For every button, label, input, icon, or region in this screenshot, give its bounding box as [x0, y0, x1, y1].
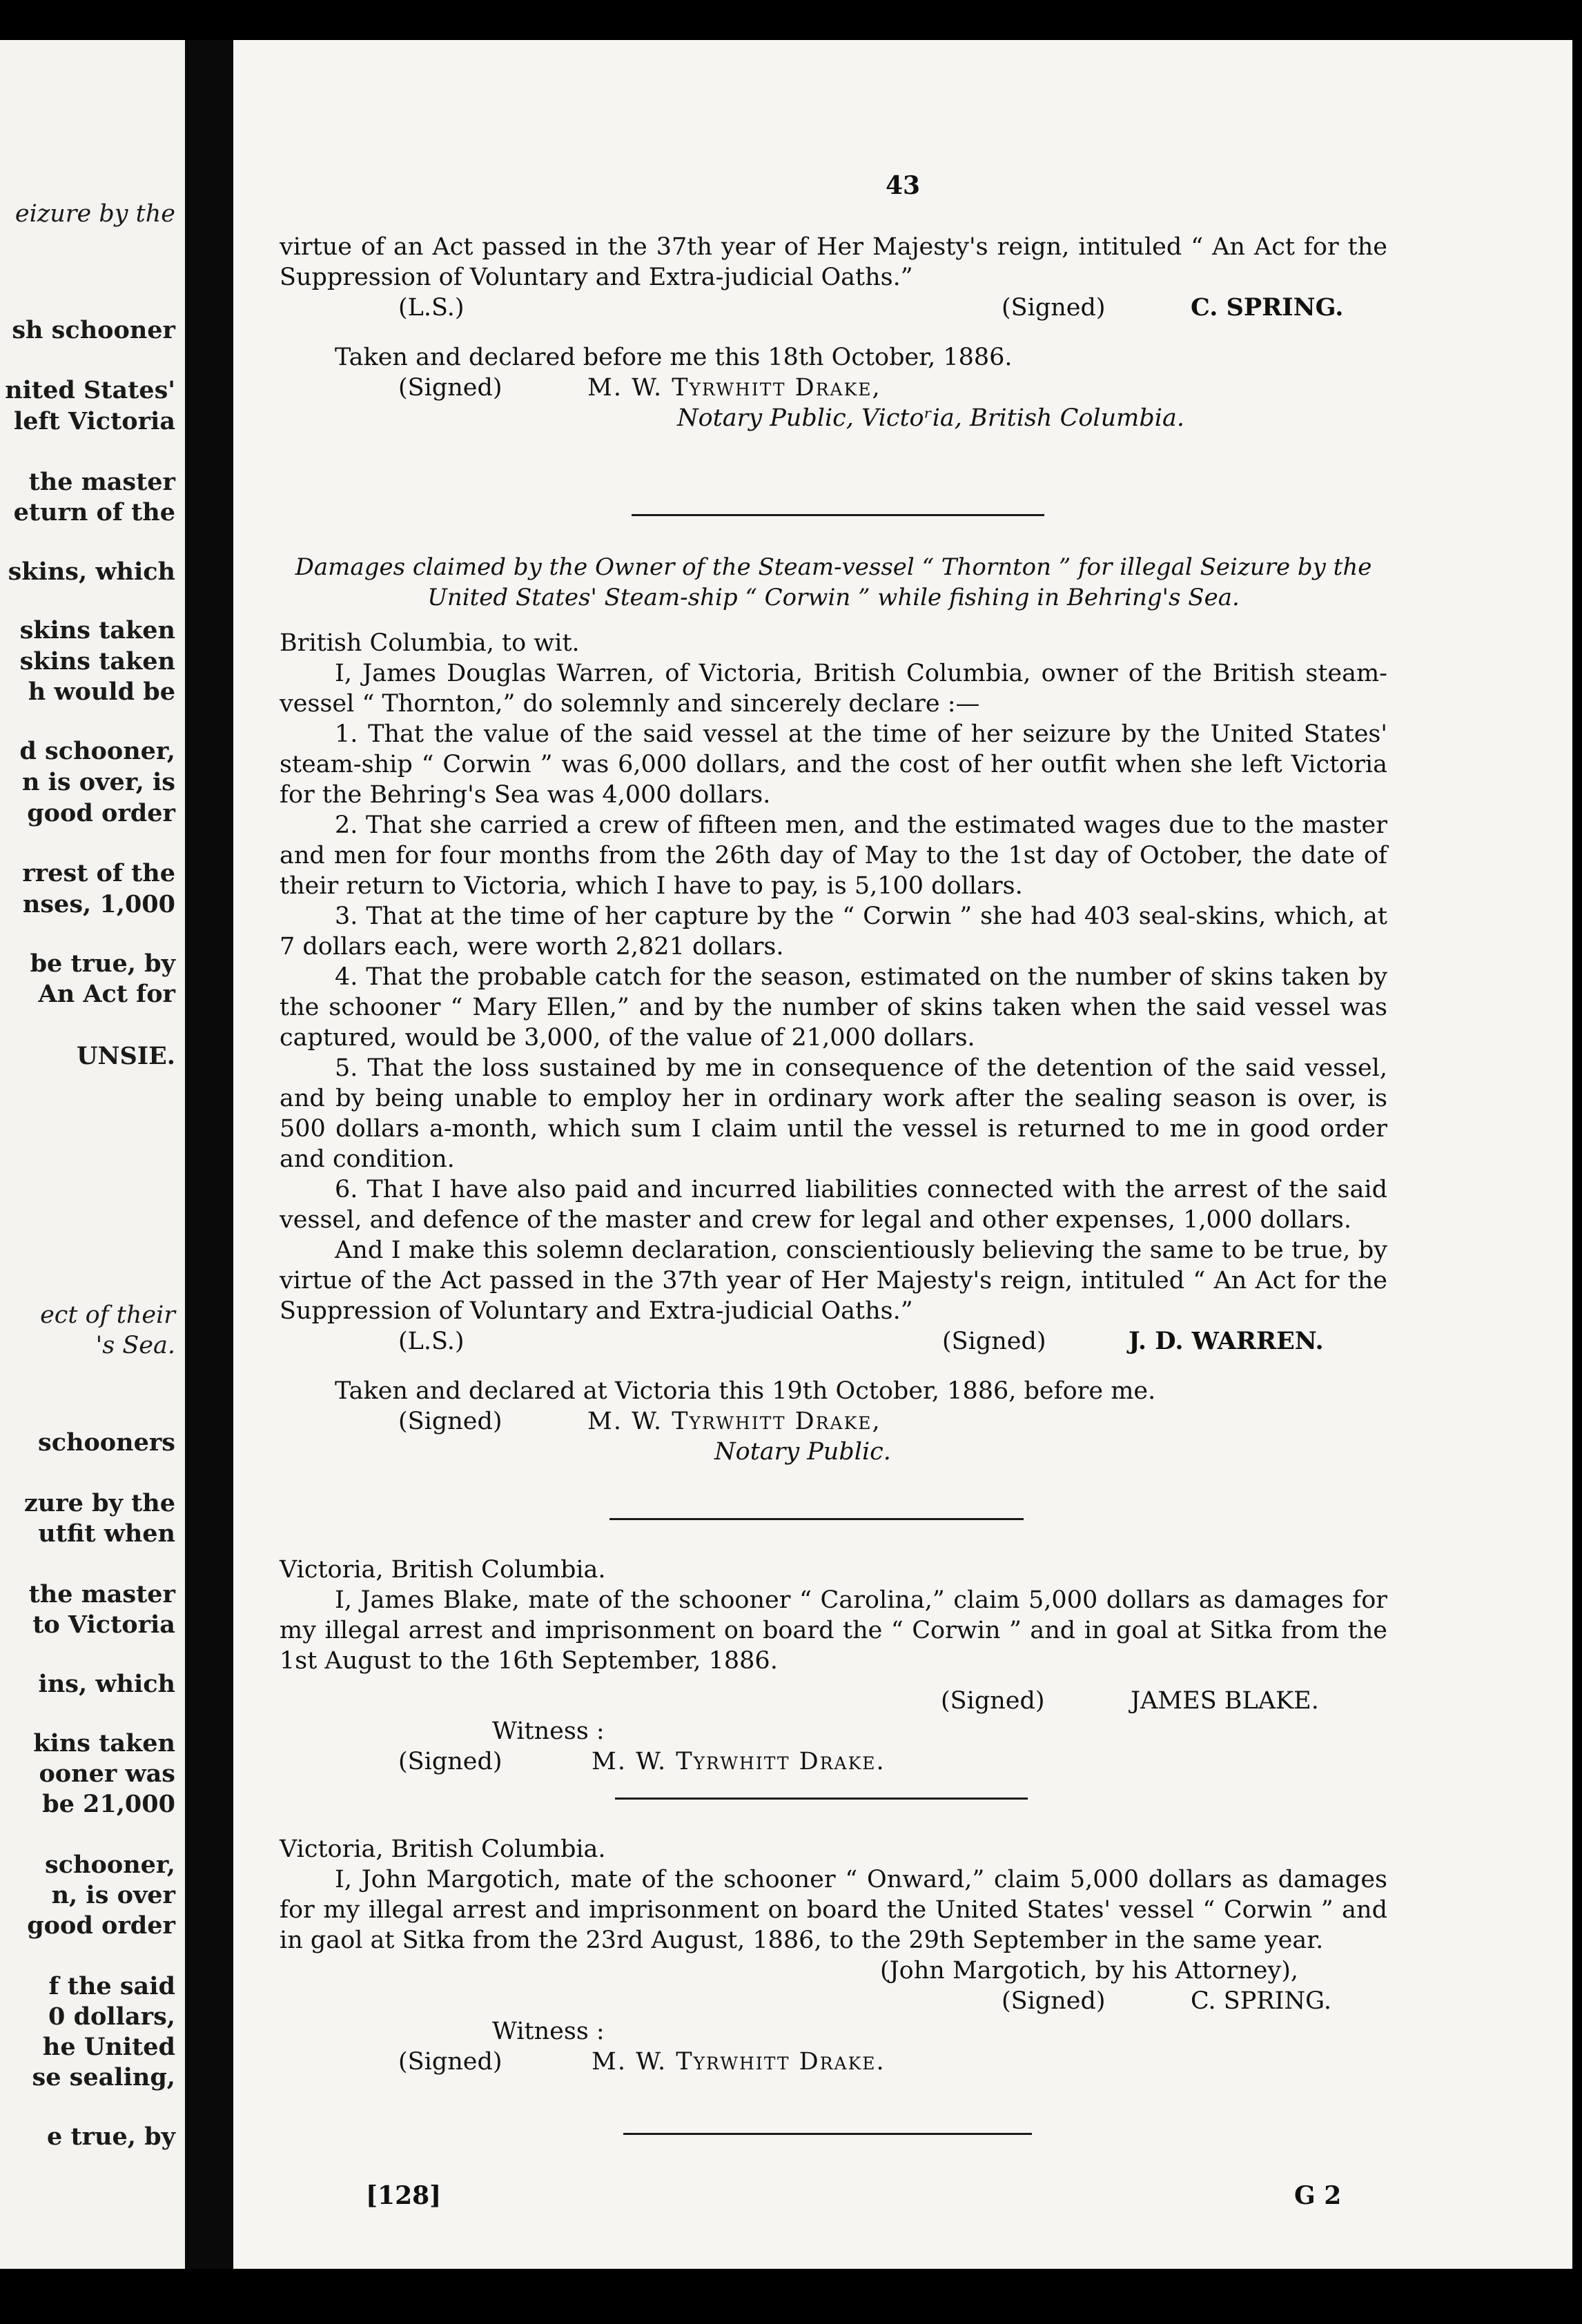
- thornton-taken: Taken and declared at Victoria this 19th October, 1886, before me.: [335, 1377, 1156, 1405]
- adjacent-page-fragment: nses, 1,000: [22, 890, 175, 918]
- adjacent-page-fragment: eturn of the: [13, 498, 175, 526]
- thornton-item-1: 1. That the value of the said vessel at the time of her seizure by the United States' steam-ship “ Corwin ” was 6,000 dollars, and the cost of her outfit when she left Victoria for the Behring's Sea was 4,000 dollars.: [280, 720, 1387, 809]
- thornton-signer: J. D. WARREN.: [1129, 1327, 1324, 1355]
- declaration-taken: Taken and declared before me this 18th October, 1886.: [335, 344, 1013, 371]
- thornton-seal-mark: (L.S.): [398, 1328, 465, 1355]
- thornton-item-6: 6. That I have also paid and incurred liabilities connected with the arrest of the said vessel, and defence of the master and crew for legal and other expenses, 1,000 dollars.: [280, 1176, 1387, 1234]
- blake-witness-label: Witness :: [492, 1717, 605, 1745]
- margotich-attorney: (John Margotich, by his Attorney),: [880, 1957, 1299, 1985]
- adjacent-page-fragment: eizure by the: [14, 200, 175, 228]
- adjacent-page-fragment: rrest of the: [22, 859, 175, 887]
- blake-signed-label: (Signed): [941, 1687, 1045, 1715]
- thornton-heading-line2: United States' Steam-ship “ Corwin ” while fishing in Behring's Sea.: [427, 584, 1240, 611]
- adjacent-page-fragment: ooner was: [39, 1760, 175, 1788]
- thornton-intro: I, James Douglas Warren, of Victoria, British Columbia, owner of the British steam-vessel “ Thornton,” do solemnly and sincerely declare :—: [280, 660, 1387, 718]
- adjacent-page-fragment: 's Sea.: [95, 1332, 175, 1359]
- adjacent-page-fragment: An Act for: [38, 980, 175, 1008]
- margotich-claim-text: I, John Margotich, mate of the schooner “ Onward,” claim 5,000 dollars as damages for my illegal arrest and imprisonment on board the United States' vessel “ Corwin ” and in gaol at Sitka from the 23rd August, 1886, to the 29th September in the same year.: [280, 1866, 1387, 1954]
- adjacent-page-fragment: h would be: [28, 678, 175, 706]
- thornton-heading-line1: Damages claimed by the Owner of the Steam-vessel “ Thornton ” for illegal Seizure by the: [295, 553, 1372, 581]
- margotich-claim: [280, 1834, 1387, 2077]
- blake-claim: [280, 1555, 1387, 1777]
- book-gutter: [185, 40, 233, 2269]
- thornton-section: [280, 552, 1387, 1467]
- adjacent-page-fragment: se sealing,: [32, 2063, 175, 2091]
- signer-name: C. SPRING.: [1191, 293, 1344, 322]
- adjacent-page-fragment: kins taken: [33, 1729, 175, 1757]
- blake-signer: JAMES BLAKE.: [1131, 1687, 1319, 1715]
- thornton-item-4: 4. That the probable catch for the season, estimated on the number of skins taken by the schooner “ Mary Ellen,” and by the number of skins taken when the said vessel was captured, would be 3,000, of the value of 21,000 dollars.: [280, 963, 1387, 1052]
- adjacent-page-fragment: skins taken: [19, 647, 175, 676]
- thornton-solemn-declaration: And I make this solemn declaration, conscientiously believing the same to be true, by virtue of the Act passed in the 37th year of Her Majesty's reign, intituled “ An Act for the Suppression of Voluntary and Extra-judicial Oaths.”: [280, 1237, 1387, 1325]
- adjacent-page-fragment: be 21,000: [42, 1790, 175, 1818]
- margotich-signer: C. SPRING.: [1191, 1987, 1331, 2015]
- adjacent-page-fragment: schooners: [37, 1428, 175, 1457]
- adjacent-page-fragment: skins, which: [8, 558, 175, 586]
- page-number: 43: [885, 171, 921, 200]
- adjacent-page-fragment: UNSIE.: [76, 1042, 175, 1070]
- adjacent-page-fragment: nited States': [5, 376, 175, 404]
- adjacent-page-fragment: ins, which: [38, 1670, 175, 1698]
- adjacent-page-fragment: 0 dollars,: [48, 2002, 175, 2031]
- document-page: [233, 40, 1572, 2269]
- adjacent-page-fragment: e true, by: [47, 2123, 175, 2151]
- thornton-notary-signed-label: (Signed): [398, 1408, 502, 1435]
- blake-claim-text: I, James Blake, mate of the schooner “ Carolina,” claim 5,000 dollars as damages for my illegal arrest and imprisonment on board the “ Corwin ” and in goal at Sitka from the 1st August to the 16th September, 1886.: [280, 1586, 1387, 1675]
- margotich-venue: Victoria, British Columbia.: [280, 1835, 606, 1863]
- thornton-item-2: 2. That she carried a crew of fifteen men, and the estimated wages due to the master and men for four months from the 26th day of May to the 1st day of October, the date of their return to Victoria, which I have to pay, is 5,100 dollars.: [280, 811, 1387, 900]
- signed-label: (Signed): [1002, 294, 1106, 322]
- thornton-venue: British Columbia, to wit.: [280, 629, 580, 657]
- adjacent-page-fragment: be true, by: [30, 949, 175, 978]
- blake-witness-signed: (Signed): [398, 1748, 502, 1775]
- blake-witness-name: M. W. Tyrwhitt Drake.: [592, 1748, 886, 1775]
- adjacent-page-fragment: good order: [27, 799, 175, 827]
- adjacent-page-fragment: ect of their: [40, 1301, 175, 1329]
- adjacent-page-edge: [0, 40, 185, 2269]
- adjacent-page-fragment: schooner,: [45, 1851, 175, 1879]
- notary-title: Notary Public, Victoʳia, British Columbia.: [677, 404, 1184, 432]
- footer-signature-mark: [128]: [366, 2181, 442, 2210]
- adjacent-page-fragment: zure by the: [23, 1489, 175, 1517]
- adjacent-page-fragment: the master: [28, 468, 175, 496]
- section-divider: [623, 2133, 1032, 2135]
- adjacent-page-fragment: n is over, is: [21, 768, 175, 796]
- adjacent-page-fragment: skins taken: [19, 616, 175, 644]
- footer-gathering-mark: G 2: [1294, 2181, 1342, 2210]
- margotich-witness-signed: (Signed): [398, 2048, 502, 2076]
- continuation-block: [280, 232, 1387, 433]
- thornton-item-5: 5. That the loss sustained by me in consequence of the detention of the said vessel, and by being unable to employ her in ordinary work after the sealing season is over, is 500 dollars a-month, which sum I claim until the vessel is returned to me in good order and condition.: [280, 1054, 1387, 1173]
- margotich-witness-name: M. W. Tyrwhitt Drake.: [592, 2048, 886, 2076]
- notary-name: M. W. Tyrwhitt Drake,: [587, 374, 881, 402]
- notary-signed-label: (Signed): [398, 374, 502, 402]
- margotich-witness-label: Witness :: [492, 2018, 605, 2045]
- thornton-notary-title: Notary Public.: [714, 1438, 891, 1466]
- adjacent-page-fragment: to Victoria: [32, 1611, 175, 1639]
- adjacent-page-fragment: left Victoria: [13, 407, 175, 435]
- adjacent-page-fragment: utfit when: [38, 1519, 175, 1548]
- section-divider: [609, 1518, 1024, 1520]
- seal-mark: (L.S.): [398, 294, 465, 322]
- section-divider: [615, 1798, 1028, 1800]
- thornton-notary-name: M. W. Tyrwhitt Drake,: [587, 1408, 881, 1435]
- page-footer: [280, 2180, 1387, 2211]
- adjacent-page-fragment: f the said: [48, 1972, 175, 2000]
- section-divider: [632, 514, 1044, 516]
- thornton-signed-label: (Signed): [942, 1328, 1046, 1355]
- adjacent-page-fragment: sh schooner: [12, 316, 175, 344]
- adjacent-page-fragment: n, is over: [51, 1881, 175, 1909]
- margotich-signed-label: (Signed): [1002, 1987, 1106, 2015]
- blake-venue: Victoria, British Columbia.: [280, 1556, 606, 1584]
- continuation-text: virtue of an Act passed in the 37th year of Her Majesty's reign, intituled “ An Act for the Suppression of Voluntary and Extra-judicial Oaths.”: [280, 233, 1387, 291]
- adjacent-page-fragment: the master: [28, 1580, 175, 1608]
- adjacent-page-fragment: he United: [42, 2033, 175, 2061]
- thornton-item-3: 3. That at the time of her capture by the “ Corwin ” she had 403 seal-skins, which, at 7 dollars each, were worth 2,821 dollars.: [280, 903, 1387, 961]
- adjacent-page-fragment: good order: [27, 1911, 175, 1940]
- adjacent-page-fragment: d schooner,: [19, 737, 175, 765]
